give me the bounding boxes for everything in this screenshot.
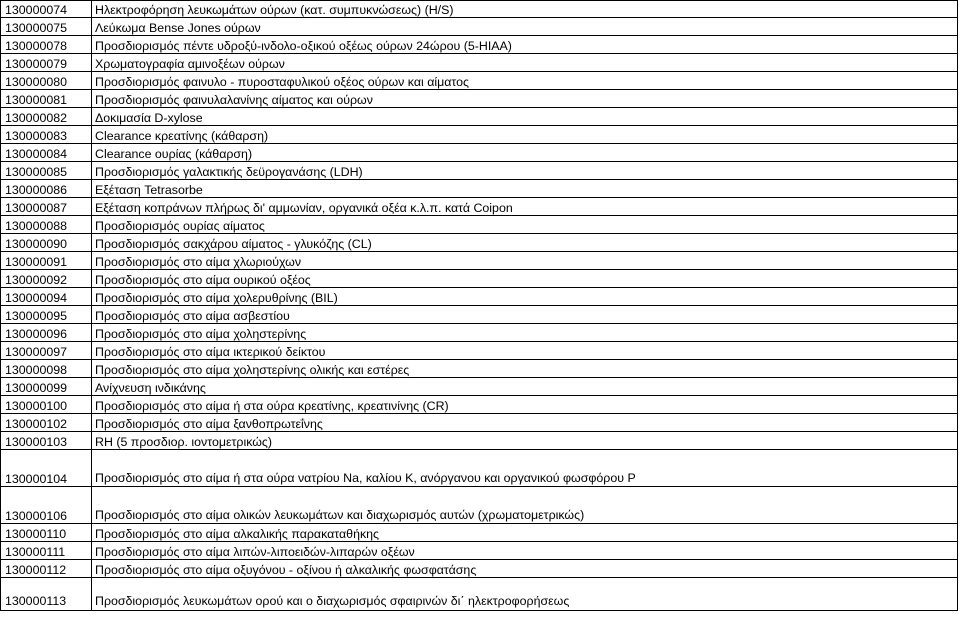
table-row bbox=[1, 342, 958, 360]
description-cell: Προσδιορισμός στο αίμα ουρικού οξέος bbox=[92, 270, 958, 288]
table-row bbox=[1, 432, 958, 450]
table-row bbox=[1, 306, 958, 324]
description-cell: Προσδιορισμός στο αίμα χλωριούχων bbox=[92, 252, 958, 270]
table-row bbox=[1, 18, 958, 36]
code-cell: 130000091 bbox=[1, 252, 92, 270]
description-cell: Προσδιορισμός φαινυλο - πυροσταφυλικού οξέος ούρων και αίματος bbox=[92, 72, 958, 90]
table-row bbox=[1, 378, 958, 396]
code-cell: 130000098 bbox=[1, 360, 92, 378]
table-row bbox=[1, 252, 958, 270]
table-row bbox=[1, 414, 958, 432]
table-row bbox=[1, 450, 958, 487]
description-cell: Εξέταση Tetrasorbe bbox=[92, 180, 958, 198]
description-cell: Προσδιορισμός στο αίμα χολερυθρίνης (BIL) bbox=[92, 288, 958, 306]
code-cell: 130000097 bbox=[1, 342, 92, 360]
description-cell: Προσδιορισμός στο αίμα ή στα ούρα νατρίου Na, καλίου K, ανόργανου και οργανικού φωσφόρου P bbox=[92, 450, 958, 487]
code-cell: 130000111 bbox=[1, 542, 92, 560]
code-cell: 130000104 bbox=[1, 450, 92, 487]
code-cell: 130000078 bbox=[1, 36, 92, 54]
code-cell: 130000103 bbox=[1, 432, 92, 450]
code-cell: 130000084 bbox=[1, 144, 92, 162]
table-row bbox=[1, 198, 958, 216]
description-cell: Προσδιορισμός στο αίμα λιπών-λιποειδών-λιπαρών οξέων bbox=[92, 542, 958, 560]
table-row bbox=[1, 72, 958, 90]
code-cell: 130000106 bbox=[1, 487, 92, 524]
code-cell: 130000082 bbox=[1, 108, 92, 126]
table-row bbox=[1, 36, 958, 54]
description-cell: Προσδιορισμός στο αίμα ή στα ούρα κρεατίνης, κρεατινίνης (CR) bbox=[92, 396, 958, 414]
table-row bbox=[1, 288, 958, 306]
table-row bbox=[1, 324, 958, 342]
table-row bbox=[1, 578, 958, 611]
table-row bbox=[1, 542, 958, 560]
code-cell: 130000100 bbox=[1, 396, 92, 414]
table-row bbox=[1, 126, 958, 144]
table-row bbox=[1, 144, 958, 162]
description-cell: Λεύκωμα Bense Jones ούρων bbox=[92, 18, 958, 36]
description-cell: Προσδιορισμός ουρίας αίματος bbox=[92, 216, 958, 234]
description-cell: Προσδιορισμός στο αίμα αλκαλικής παρακαταθήκης bbox=[92, 524, 958, 542]
code-cell: 130000083 bbox=[1, 126, 92, 144]
description-cell: Προσδιορισμός σακχάρου αίματος - γλυκόζης (CL) bbox=[92, 234, 958, 252]
code-cell: 130000090 bbox=[1, 234, 92, 252]
description-cell: Προσδιορισμός στο αίμα ικτερικού δείκτου bbox=[92, 342, 958, 360]
table-row bbox=[1, 108, 958, 126]
code-cell: 130000112 bbox=[1, 560, 92, 578]
table-row bbox=[1, 234, 958, 252]
code-cell: 130000092 bbox=[1, 270, 92, 288]
description-cell: Εξέταση κοπράνων πλήρως δι' αμμωνίαν, οργανικά οξέα κ.λ.π. κατά Coipon bbox=[92, 198, 958, 216]
description-cell: Προσδιορισμός φαινυλαλανίνης αίματος και ούρων bbox=[92, 90, 958, 108]
table-row bbox=[1, 54, 958, 72]
code-cell: 130000085 bbox=[1, 162, 92, 180]
table-row bbox=[1, 162, 958, 180]
table-row bbox=[1, 560, 958, 578]
description-cell: Clearance κρεατίνης (κάθαρση) bbox=[92, 126, 958, 144]
description-cell: Προσδιορισμός στο αίμα χοληστερίνης ολικής και εστέρες bbox=[92, 360, 958, 378]
code-cell: 130000096 bbox=[1, 324, 92, 342]
table-row bbox=[1, 180, 958, 198]
table-row bbox=[1, 216, 958, 234]
code-cell: 130000075 bbox=[1, 18, 92, 36]
description-cell: RH (5 προσδιορ. ιοντομετρικώς) bbox=[92, 432, 958, 450]
code-cell: 130000088 bbox=[1, 216, 92, 234]
table-row bbox=[1, 1, 958, 18]
code-cell: 130000074 bbox=[1, 1, 92, 18]
table-row bbox=[1, 270, 958, 288]
description-cell: Προσδιορισμός στο αίμα ασβεστίου bbox=[92, 306, 958, 324]
description-cell: Προσδιορισμός πέντε υδροξύ-ινδολο-οξικού οξέως ούρων 24ώρου (5-HIAA) bbox=[92, 36, 958, 54]
description-cell: Ηλεκτροφόρηση λευκωμάτων ούρων (κατ. συμπυκνώσεως) (H/S) bbox=[92, 1, 958, 18]
table-row bbox=[1, 396, 958, 414]
code-cell: 130000113 bbox=[1, 578, 92, 611]
code-cell: 130000099 bbox=[1, 378, 92, 396]
code-cell: 130000079 bbox=[1, 54, 92, 72]
table-row bbox=[1, 360, 958, 378]
description-cell: Προσδιορισμός λευκωμάτων ορού και ο διαχωρισμός σφαιρινών δι΄ ηλεκτροφορήσεως bbox=[92, 578, 958, 611]
description-cell: Προσδιορισμός στο αίμα χοληστερίνης bbox=[92, 324, 958, 342]
code-cell: 130000102 bbox=[1, 414, 92, 432]
code-cell: 130000110 bbox=[1, 524, 92, 542]
code-cell: 130000094 bbox=[1, 288, 92, 306]
code-cell: 130000086 bbox=[1, 180, 92, 198]
description-cell: Προσδιορισμός στο αίμα οξυγόνου - οξίνου ή αλκαλικής φωσφατάσης bbox=[92, 560, 958, 578]
description-cell: Ανίχνευση ινδικάνης bbox=[92, 378, 958, 396]
description-cell: Clearance ουρίας (κάθαρση) bbox=[92, 144, 958, 162]
description-cell: Χρωματογραφία αμινοξέων ούρων bbox=[92, 54, 958, 72]
code-cell: 130000087 bbox=[1, 198, 92, 216]
code-cell: 130000095 bbox=[1, 306, 92, 324]
code-cell: 130000080 bbox=[1, 72, 92, 90]
table-row bbox=[1, 524, 958, 542]
description-cell: Προσδιορισμός γαλακτικής δεϋρογανάσης (LDH) bbox=[92, 162, 958, 180]
description-cell: Προσδιορισμός στο αίμα ξανθοπρωτεΐνης bbox=[92, 414, 958, 432]
description-cell: Προσδιορισμός στο αίμα ολικών λευκωμάτων και διαχωρισμός αυτών (χρωματομετρικώς) bbox=[92, 487, 958, 524]
code-cell: 130000081 bbox=[1, 90, 92, 108]
table-row bbox=[1, 90, 958, 108]
table-row bbox=[1, 487, 958, 524]
description-cell: Δοκιμασία D-xylose bbox=[92, 108, 958, 126]
